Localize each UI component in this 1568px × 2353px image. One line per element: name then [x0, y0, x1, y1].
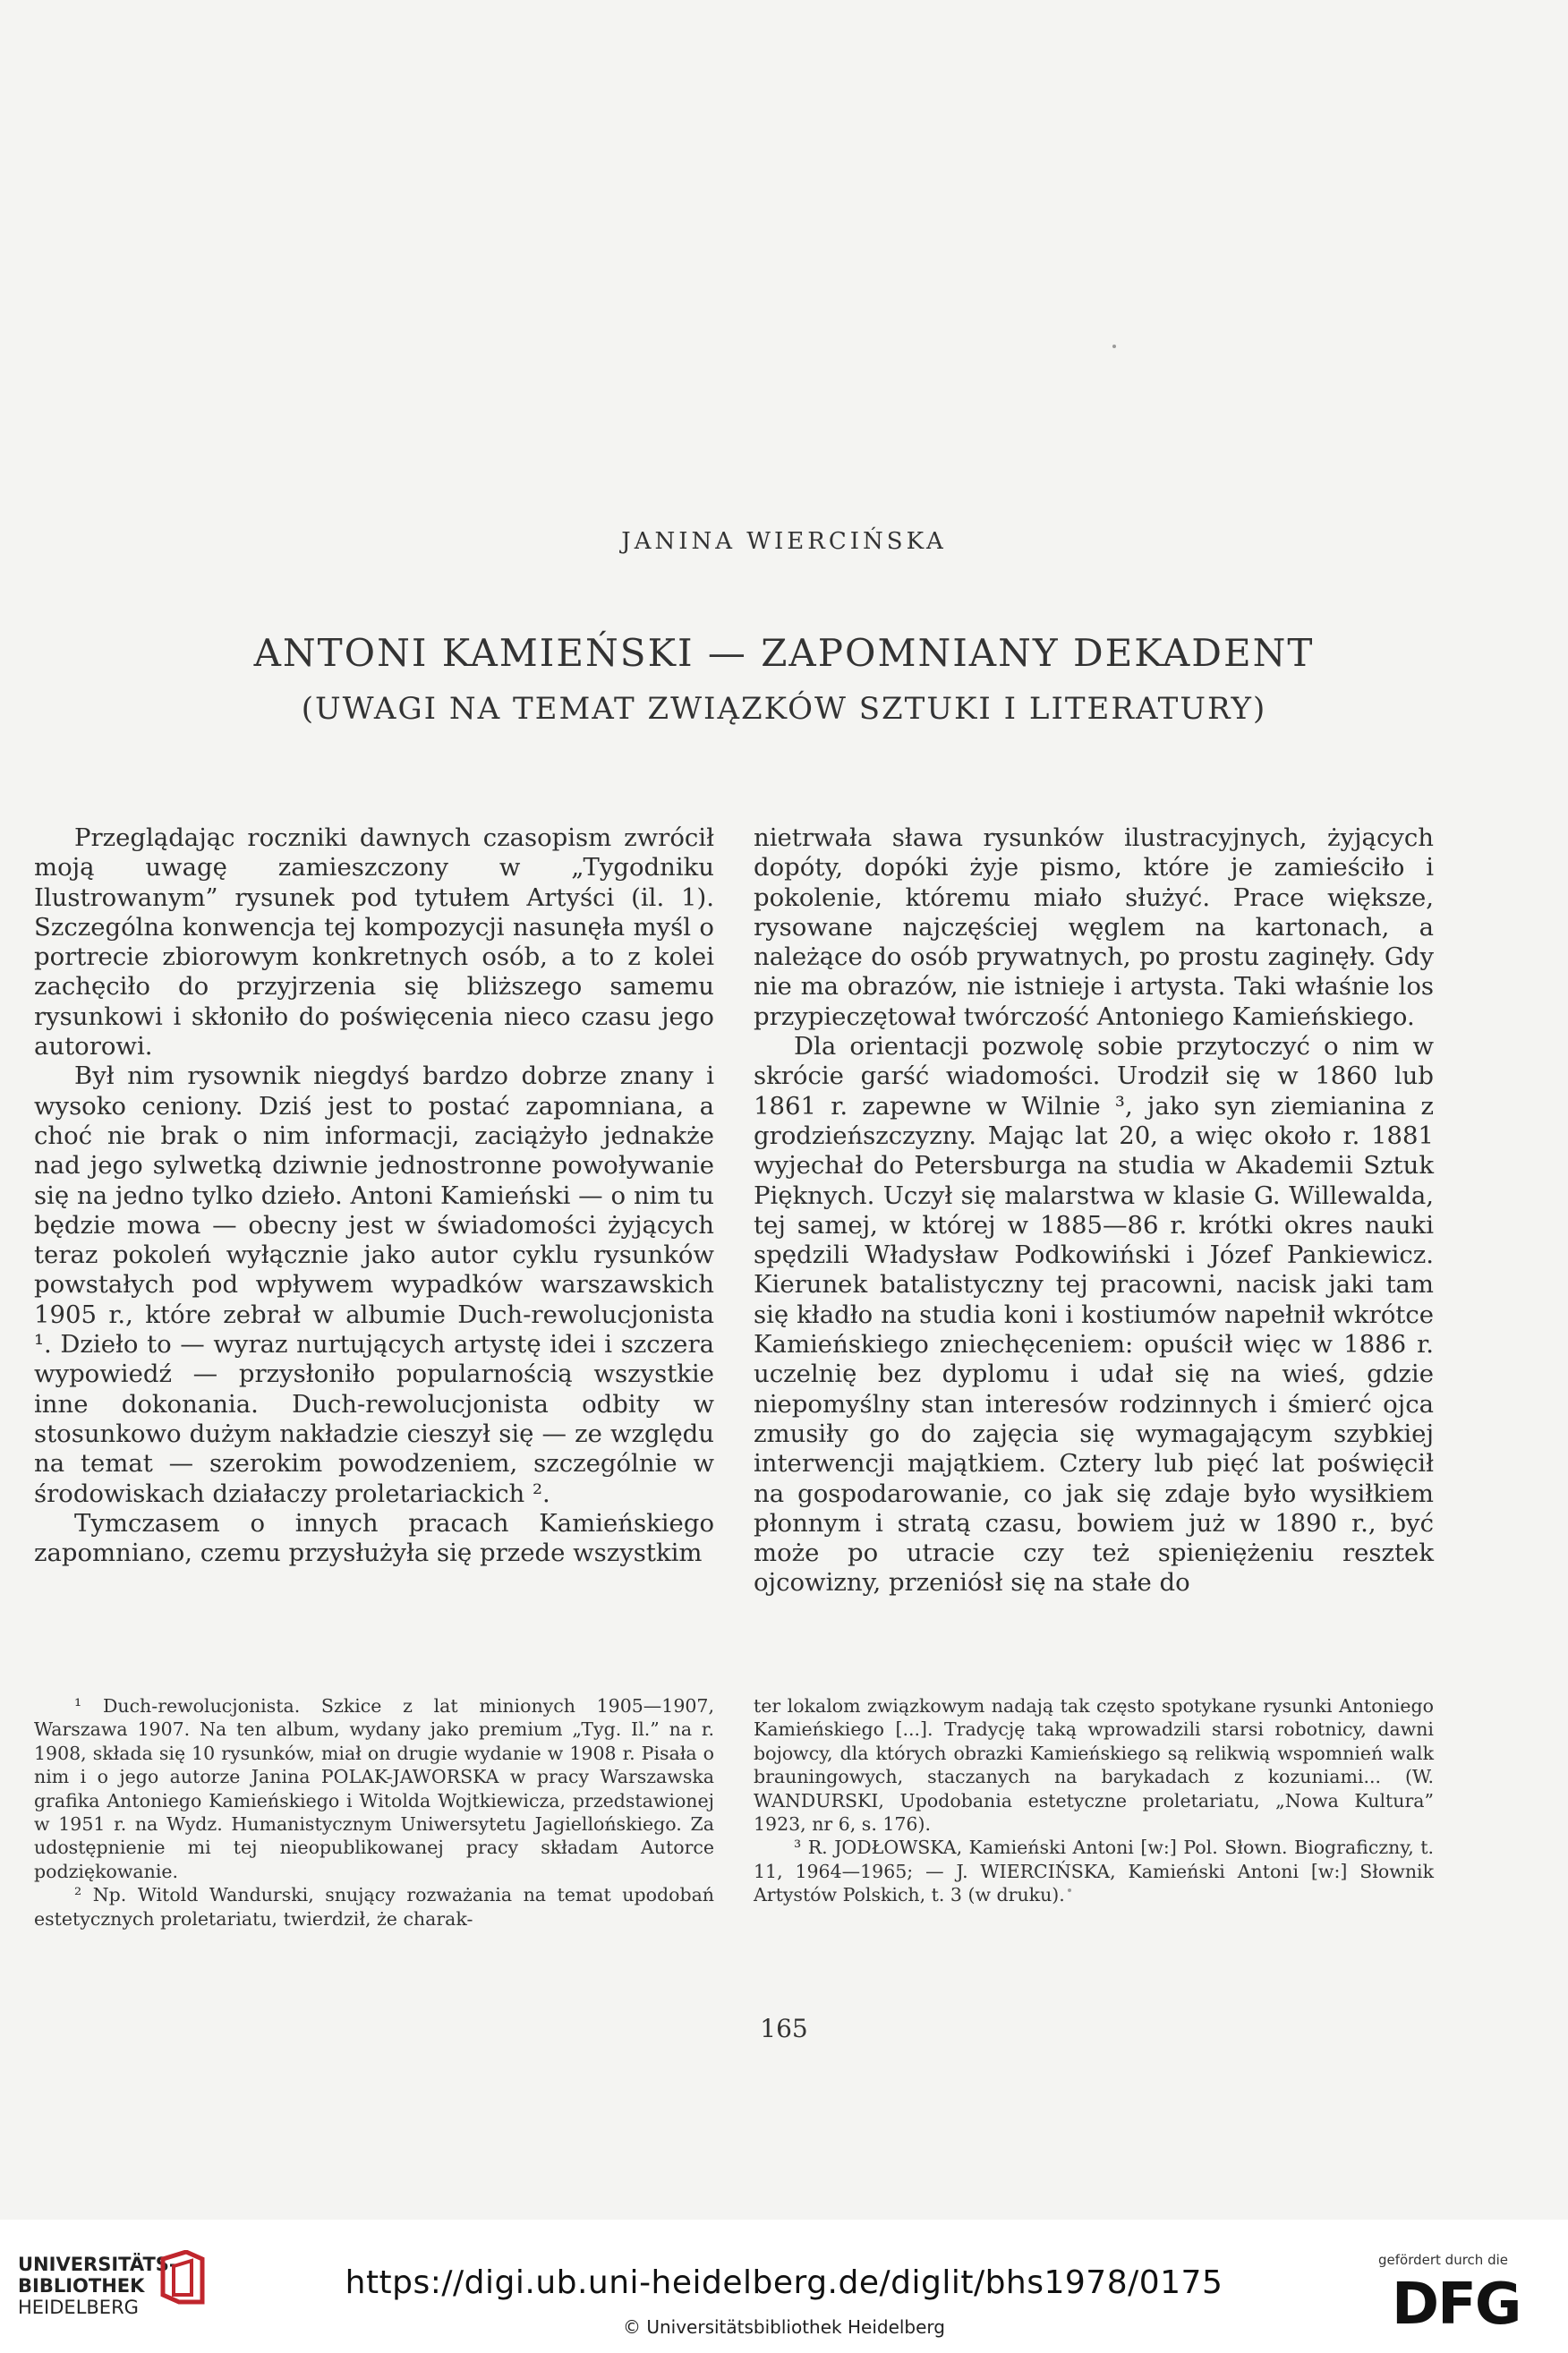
- paragraph: Dla orientacji pozwolę sobie przytoczyć o nim w skrócie garść wiadomości. Urodził się w 1860 lub 1861 r. zapewne w Wilnie ³, jako syn ziemianina z grodzieńszczyzny. Mając lat 20, a więc około r. 1881 wyjechał do Petersburga na studia w Akademii Sztuk Pięknych. Uczył się malarstwa w klasie G. Willewalda, tej samej, w której w 1885—86 r. krótki okres nauki spędzili Władysław Podkowiński i Józef Pankiewicz. Kierunek batalistyczny tej pracowni, nacisk jaki tam się kładło na studia koni i kostiumów napełnił wkrótce Kamieńskiego zniechęceniem: opuścił więc w 1886 r. uczelnię bez dyplomu i udał się na wieś, gdzie niepomyślny stan interesów rodzinnych i śmierć ojca zmusiły go do zajęcia się wymagającym szybkiej interwencji majątkiem. Cztery lub pięć lat poświęcił na gospodarowanie, co jak się zdaje było wysiłkiem płonnym i stratą czasu, bowiem już w 1890 r., być może po utracie czy też spieniężeniu resztek ojcowizny, przeniósł się na stałe do: [754, 1032, 1434, 1598]
- article-subtitle: (UWAGI NA TEMAT ZWIĄZKÓW SZTUKI I LITERATURY): [301, 691, 1267, 727]
- footnotes-left: [34, 1694, 714, 1931]
- paragraph: Był nim rysownik niegdyś bardzo dobrze znany i wysoko ceniony. Dziś jest to postać zapomniana, a choć nie brak o nim informacji, zaciążyło jednakże nad jego sylwetką dziwnie jednostronne powoływanie się na jedno tylko dzieło. Antoni Kamieński — o nim tu będzie mowa — obecny jest w świadomości żyjących teraz pokoleń wyłącznie jako autor cyklu rysunków powstałych pod wpływem wypadków warszawskich 1905 r., które zebrał w albumie Duch-rewolucjonista ¹. Dzieło to — wyraz nurtujących artystę idei i szczera wypowiedź — przysłoniło popularnością wszystkie inne dokonania. Duch-rewolucjonista odbity w stosunkowo dużym nakładzie cieszył się — ze względu na temat — szerokim powodzeniem, szczególnie w środowiskach działaczy proletariackich ².: [34, 1061, 714, 1508]
- copyright-notice: © Universitätsbibliothek Heidelberg: [622, 2316, 945, 2338]
- page-number: 165: [760, 2014, 808, 2043]
- paragraph: Przeglądając roczniki dawnych czasopism zwrócił moją uwagę zamieszczony w „Tygodniku Ilustrowanym” rysunek pod tytułem Artyści (il. 1). Szczególna konwencja tej kompozycji nasunęła myśl o portrecie zbiorowym konkretnych osób, a to z kolei zachęciło do przyjrzenia się bliższego samemu rysunkowi i skłoniło do poświęcenia nieco czasu jego autorowi.: [34, 823, 714, 1061]
- article-title: ANTONI KAMIEŃSKI — ZAPOMNIANY DEKADENT: [253, 631, 1315, 675]
- permalink-url[interactable]: https://digi.ub.uni-heidelberg.de/diglit/bhs1978/0175: [345, 2264, 1223, 2301]
- dfg-logo[interactable]: DFG: [1392, 2272, 1521, 2338]
- funding-note: gefördert durch die: [1378, 2252, 1508, 2268]
- footnote-1: ¹ Duch-rewolucjonista. Szkice z lat minionych 1905—1907, Warszawa 1907. Na ten album, wydany jako premium „Tyg. Il.” na r. 1908, składa się 10 rysunków, miał on drugie wydanie w 1908 r. Pisała o nim i o jego autorze Janina POLAK-JAWORSKA w pracy Warszawska grafika Antoniego Kamieńskiego i Witolda Wojtkiewicza, przedstawionej w 1951 r. na Wydz. Humanistycznym Uniwersytetu Jagiellońskiego. Za udostępnienie mi tej nieopublikowanej pracy składam Autorce podziękowanie.: [34, 1695, 714, 1882]
- scan-speck: [1112, 345, 1116, 348]
- body-column-right: [754, 823, 1434, 1599]
- paragraph: Tymczasem o innych pracach Kamieńskiego zapomniano, czemu przysłużyła się przede wszystkim: [34, 1508, 714, 1568]
- footnote-3: ³ R. JODŁOWSKA, Kamieński Antoni [w:] Pol. Słown. Biograficzny, t. 11, 1964—1965; — J. WIERCIŃSKA, Kamieński Antoni [w:] Słownik Artystów Polskich, t. 3 (w druku).: [754, 1837, 1434, 1906]
- footnote-2: ² Np. Witold Wandurski, snujący rozważania na temat upodobań estetycznych proletariatu, twierdził, że charak-: [34, 1884, 714, 1930]
- paragraph: nietrwała sława rysunków ilustracyjnych, żyjących dopóty, dopóki żyje pismo, które je zamieściło i pokolenie, któremu miało służyć. Prace większe, rysowane najczęściej węglem na kartonach, a należące do osób prywatnych, po prostu zaginęły. Gdy nie ma obrazów, nie istnieje i artysta. Taki właśnie los przypieczętował twórczość Antoniego Kamieńskiego.: [754, 823, 1434, 1031]
- footnote-2-continued: ter lokalom związkowym nadają tak często spotykane rysunki Antoniego Kamieńskiego [...]. Tradycję taką wprowadzili starsi robotnicy, dawni bojowcy, dla których obrazki Kamieńskiego są relikwią wspomnień walk brauningowych, staczanych na barykadach z kozuniami... (W. WANDURSKI, Upodobania estetyczne proletariatu, „Nowa Kultura” 1923, nr 6, s. 176).: [754, 1695, 1434, 1836]
- article-author: JANINA WIERCIŃSKA: [621, 528, 947, 555]
- library-name-line: UNIVERSITÄTS-: [18, 2254, 177, 2275]
- footnotes-right: [754, 1694, 1434, 1907]
- library-name-line: BIBLIOTHEK: [18, 2275, 145, 2297]
- library-name-line: HEIDELBERG: [18, 2297, 139, 2318]
- body-column-left: [34, 823, 714, 1568]
